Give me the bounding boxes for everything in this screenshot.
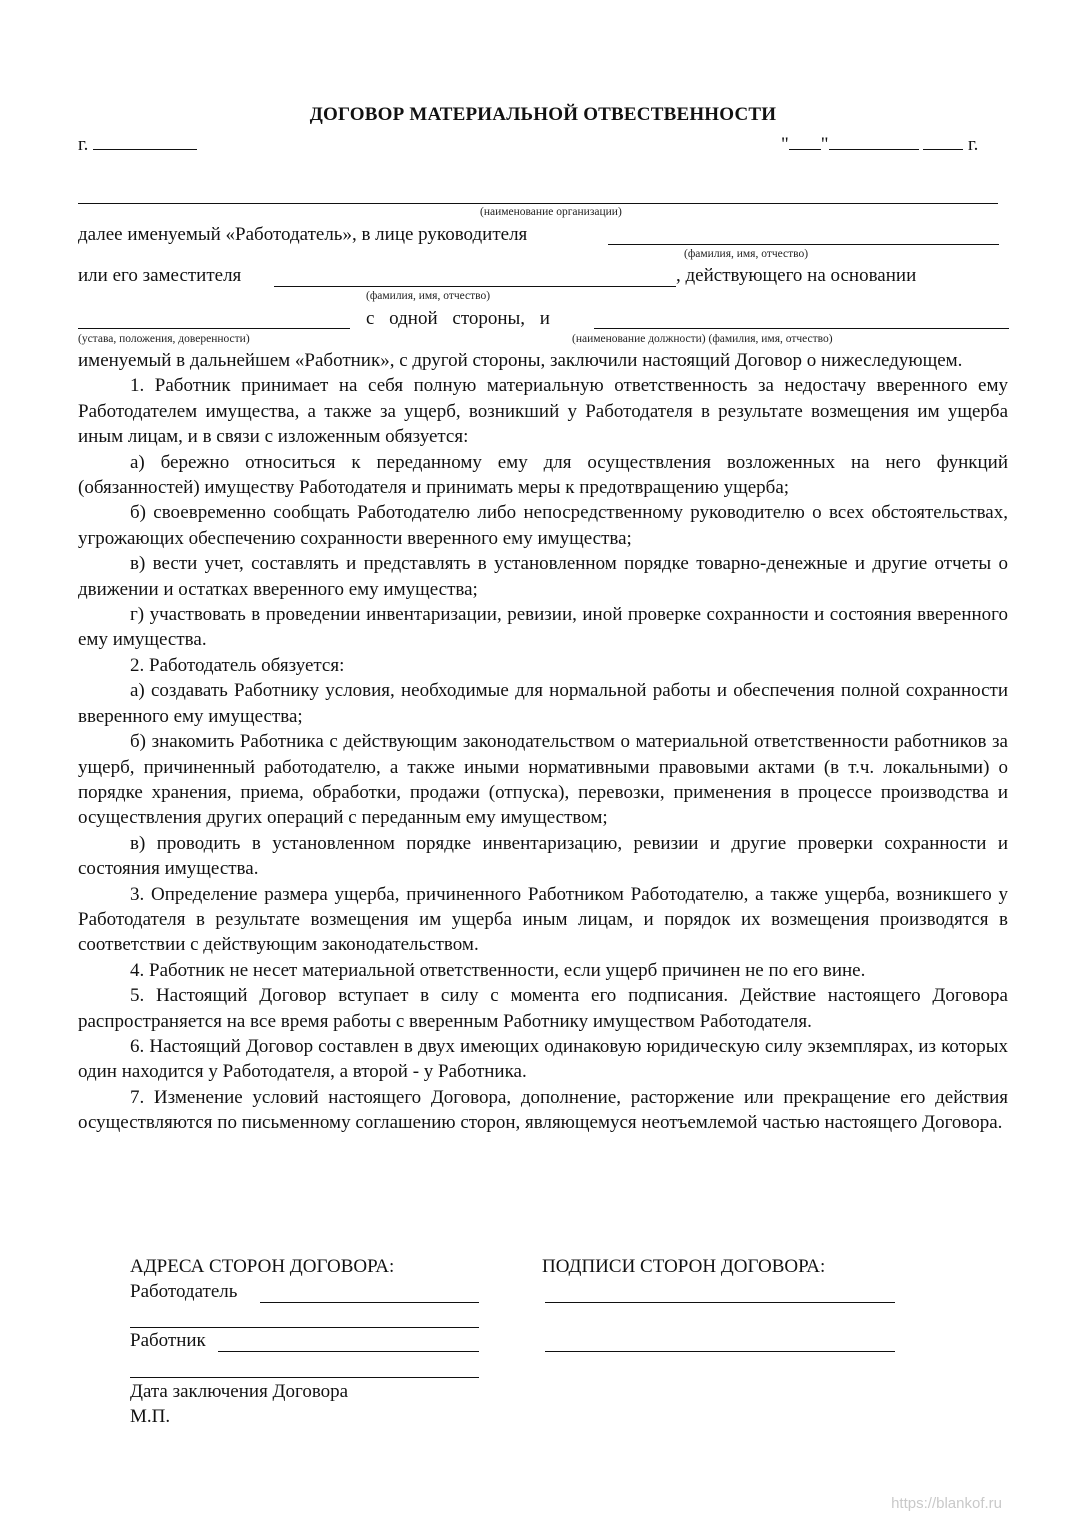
contract-paragraph: в) вести учет, составлять и представлять в установленном порядке товарно-денежные и другие отчеты о движении и остатках вверенного ему имущества; (78, 553, 1008, 600)
date-line (781, 132, 978, 156)
date-of-contract-label: Дата заключения Договора (130, 1381, 349, 1402)
employee-address-blank[interactable] (218, 1351, 479, 1352)
month-blank[interactable] (829, 132, 919, 150)
contract-paragraph: именуемый в дальнейшем «Работник», с другой стороны, заключили настоящий Договор о нижеследующем. (78, 350, 963, 371)
contract-paragraph: 6. Настоящий Договор составлен в двух имеющих одинаковую юридическую силу экземплярах, из которых один находится у Работодателя, а второй - у Работника. (78, 1035, 1008, 1083)
year-suffix: г. (968, 134, 979, 155)
caption-organization: (наименование организации) (480, 206, 622, 218)
contract-paragraph: 2. Работодатель обязуется: (130, 654, 345, 676)
date-close-quote: " (820, 134, 829, 155)
contract-paragraph: а) создавать Работнику условия, необходимые для нормальной работы и обеспечения полной сохранности вверенного ему имущества; (78, 680, 1008, 727)
city-prefix: г. (78, 134, 89, 155)
one-side-text: с одной стороны, и (366, 308, 550, 329)
contract-paragraph: 1. Работник принимает на себя полную материальную ответственность за недостачу вверенного ему Работодателем имущества, а также за ущерб, возникший у Работодателя в результате возмещения им ущерба иным лицам, и в связи с изложенным обязуется: (78, 375, 1008, 448)
contract-paragraph: а) бережно относиться к переданному ему для осуществления возложенных на него функций (обязанностей) имуществу Работодателя и принимать меры к предотвращению ущерба; (78, 451, 1008, 499)
contract-paragraph: в) проводить в установленном порядке инвентаризацию, ревизии и другие проверки сохранности и состояния имущества. (78, 832, 1008, 880)
contract-paragraph: б) знакомить Работника с действующим законодательством о материальной ответственности работников за ущерб, причиненный работодателю, а также иными нормативными правовыми актами (в т.ч. локальными) о порядке хранения, приема, обработки, продажи (отпуска), перевозки, применения в процессе производства и осуществления других операций с переданным ему имуществом; (78, 731, 1008, 829)
city-line (78, 132, 197, 156)
addresses-heading: АДРЕСА СТОРОН ДОГОВОРА: (130, 1256, 395, 1277)
contract-body (78, 348, 1008, 1136)
contract-paragraph: 4. Работник не несет материальной ответственности, если ущерб причинен не по его вине. (130, 959, 866, 981)
year-blank[interactable] (923, 132, 963, 150)
contract-paragraph: 5. Настоящий Договор вступает в силу с момента его подписания. Действие настоящего Договора распространяется на все время работы с вверенным Работнику имуществом Работодателя. (78, 985, 1008, 1032)
employer-signature-blank[interactable] (545, 1302, 895, 1303)
employee-signature-blank[interactable] (545, 1351, 895, 1352)
director-name-blank[interactable] (608, 244, 999, 245)
deputy-name-blank[interactable] (274, 286, 676, 287)
contract-paragraph: г) участвовать в проведении инвентаризации, ревизии, иной проверке сохранности и состояния вверенного ему имущества. (78, 604, 1008, 651)
contract-paragraph: 7. Изменение условий настоящего Договора, дополнение, расторжение или прекращение его действия осуществляются по письменному соглашению сторон, являющемуся неотъемлемой частью настоящего Договора. (78, 1086, 1008, 1134)
basis-blank[interactable] (78, 328, 350, 329)
day-blank[interactable] (789, 132, 821, 150)
deputy-text: или его заместителя (78, 265, 242, 286)
caption-fio-director: (фамилия, имя, отчество) (684, 248, 809, 260)
employee-label: Работник (130, 1330, 206, 1351)
employee-position-blank[interactable] (594, 328, 1009, 329)
stamp-label: М.П. (130, 1406, 171, 1427)
organization-blank[interactable] (78, 203, 998, 204)
acting-basis-text: , действующего на основании (676, 265, 917, 286)
caption-basis: (устава, положения, доверенности) (78, 333, 250, 345)
caption-fio-deputy: (фамилия, имя, отчество) (366, 290, 491, 302)
document-title: ДОГОВОР МАТЕРИАЛЬНОЙ ОТВЕСТВЕННОСТИ (309, 104, 777, 125)
contract-paragraph: б) своевременно сообщать Работодателю либо непосредственному руководителю о всех обстоятельствах, угрожающих обеспечению сохранности вверенного ему имущества; (78, 502, 1008, 549)
date-open-quote: " (781, 134, 789, 155)
employer-address-blank-2[interactable] (130, 1327, 479, 1328)
city-blank[interactable] (93, 132, 197, 150)
contract-paragraph: 3. Определение размера ущерба, причиненного Работником Работодателю, а также ущерба, возникшего у Работодателя в результате возмещения им ущерба иным лицам, и порядок их возмещения производятся в соответствии с действующим законодательством. (78, 883, 1008, 956)
signatures-heading: ПОДПИСИ СТОРОН ДОГОВОРА: (542, 1256, 826, 1277)
employer-address-blank[interactable] (260, 1302, 479, 1303)
employer-intro-text: далее именуемый «Работодатель», в лице руководителя (78, 224, 528, 245)
caption-position: (наименование должности) (фамилия, имя, отчество) (572, 333, 833, 345)
watermark-url: https://blankof.ru (891, 1495, 1002, 1512)
employer-label: Работодатель (130, 1281, 238, 1302)
employee-address-blank-2[interactable] (130, 1377, 479, 1378)
